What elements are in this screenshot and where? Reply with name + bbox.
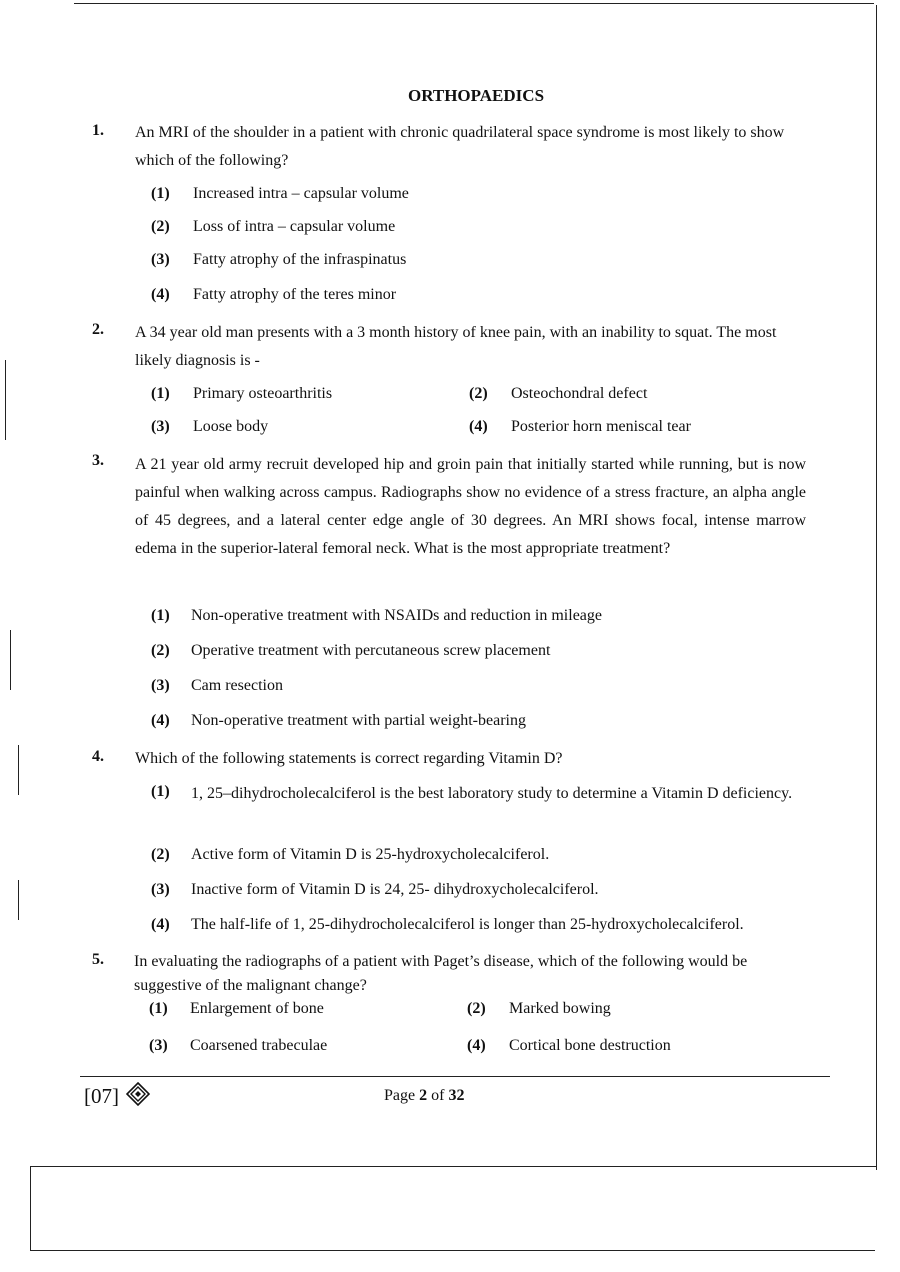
option-text: Posterior horn meniscal tear xyxy=(511,418,691,435)
option-number: (2) xyxy=(467,1000,486,1017)
question-number: 5. xyxy=(92,951,104,968)
option-text: Loose body xyxy=(193,418,269,435)
option-text: Coarsened trabeculae xyxy=(190,1037,328,1054)
option-text: Loss of intra – capsular volume xyxy=(193,218,396,235)
option-number: (3) xyxy=(151,251,170,268)
top-border xyxy=(74,3,874,4)
option-number: (1) xyxy=(151,783,170,800)
option-text: Increased intra – capsular volume xyxy=(193,185,409,202)
option-text: Fatty atrophy of the teres minor xyxy=(193,286,397,303)
question-text: A 34 year old man presents with a 3 month history of knee pain, with an inability to squat. The most likely diagnosis is - xyxy=(135,324,777,369)
question-number: 1. xyxy=(92,122,104,139)
option-text: Non-operative treatment with partial weight-bearing xyxy=(191,712,526,729)
lower-bottom-border xyxy=(30,1250,875,1251)
option-text: Enlargement of bone xyxy=(190,1000,324,1017)
option-text: Operative treatment with percutaneous screw placement xyxy=(191,642,551,659)
right-border xyxy=(876,5,877,1170)
option-text: Cortical bone destruction xyxy=(509,1037,671,1054)
option-number: (2) xyxy=(151,846,170,863)
option-number: (3) xyxy=(151,418,170,435)
question-text: A 21 year old army recruit developed hip and groin pain that initially started while running, but is now painful when walking across campus. Radiographs show no evidence of a stress fracture, an alpha angle of 45 degrees, and a lateral center edge angle of 30 degrees. An MRI shows focal, intense marrow edema in the superior-lateral femoral neck. What is the most appropriate treatment? xyxy=(135,456,806,557)
option-number: (1) xyxy=(151,185,170,202)
page-number xyxy=(384,1087,464,1105)
page-total: 32 xyxy=(448,1087,465,1104)
option-number: (3) xyxy=(149,1037,168,1054)
page-current: 2 xyxy=(419,1087,428,1104)
page-prefix: Page xyxy=(384,1087,416,1104)
option-number: (4) xyxy=(151,916,170,933)
option-text: Inactive form of Vitamin D is 24, 25- dihydroxycholecalciferol. xyxy=(191,881,599,898)
bottom-border xyxy=(30,1166,876,1167)
option-text: Marked bowing xyxy=(509,1000,611,1017)
option-text: Cam resection xyxy=(191,677,283,694)
question-number: 4. xyxy=(92,748,104,765)
question-text: An MRI of the shoulder in a patient with chronic quadrilateral space syndrome is most likely to show which of the following? xyxy=(135,124,785,169)
option-number: (4) xyxy=(469,418,488,435)
option-number: (4) xyxy=(151,286,170,303)
option-number: (2) xyxy=(469,385,488,402)
option-number: (3) xyxy=(151,881,170,898)
page-separator: of xyxy=(431,1087,445,1104)
option-number: (3) xyxy=(151,677,170,694)
option-text: Fatty atrophy of the infraspinatus xyxy=(193,251,407,268)
question-number: 3. xyxy=(92,452,104,469)
option-text: 1, 25–dihydrocholecalciferol is the best laboratory study to determine a Vitamin D deficiency. xyxy=(191,785,793,802)
option-text: Active form of Vitamin D is 25-hydroxycholecalciferol. xyxy=(191,846,550,863)
option-text: Primary osteoarthritis xyxy=(193,385,333,402)
scan-mark xyxy=(18,880,19,920)
booklet-code xyxy=(84,1082,150,1109)
option-number: (1) xyxy=(151,607,170,624)
option-number: (1) xyxy=(151,385,170,402)
question-text: Which of the following statements is correct regarding Vitamin D? xyxy=(135,750,563,767)
scan-mark xyxy=(18,745,19,795)
booklet-code-label: [07] xyxy=(84,1084,119,1108)
option-number: (4) xyxy=(467,1037,486,1054)
scan-mark xyxy=(5,360,6,440)
question-text: In evaluating the radiographs of a patient with Paget’s disease, which of the following would be suggestive of the malignant change? xyxy=(134,953,748,994)
lower-left-border xyxy=(30,1166,31,1250)
diamond-icon xyxy=(126,1082,150,1106)
section-title: ORTHOPAEDICS xyxy=(407,86,545,105)
option-number: (4) xyxy=(151,712,170,729)
option-text: The half-life of 1, 25-dihydrocholecalciferol is longer than 25-hydroxycholecalciferol. xyxy=(191,916,744,933)
question-number: 2. xyxy=(92,321,104,338)
scan-mark xyxy=(10,630,11,690)
option-number: (1) xyxy=(149,1000,168,1017)
option-number: (2) xyxy=(151,218,170,235)
option-text: Non-operative treatment with NSAIDs and reduction in mileage xyxy=(191,607,602,624)
footer-rule xyxy=(80,1076,830,1077)
option-number: (2) xyxy=(151,642,170,659)
option-text: Osteochondral defect xyxy=(511,385,648,402)
